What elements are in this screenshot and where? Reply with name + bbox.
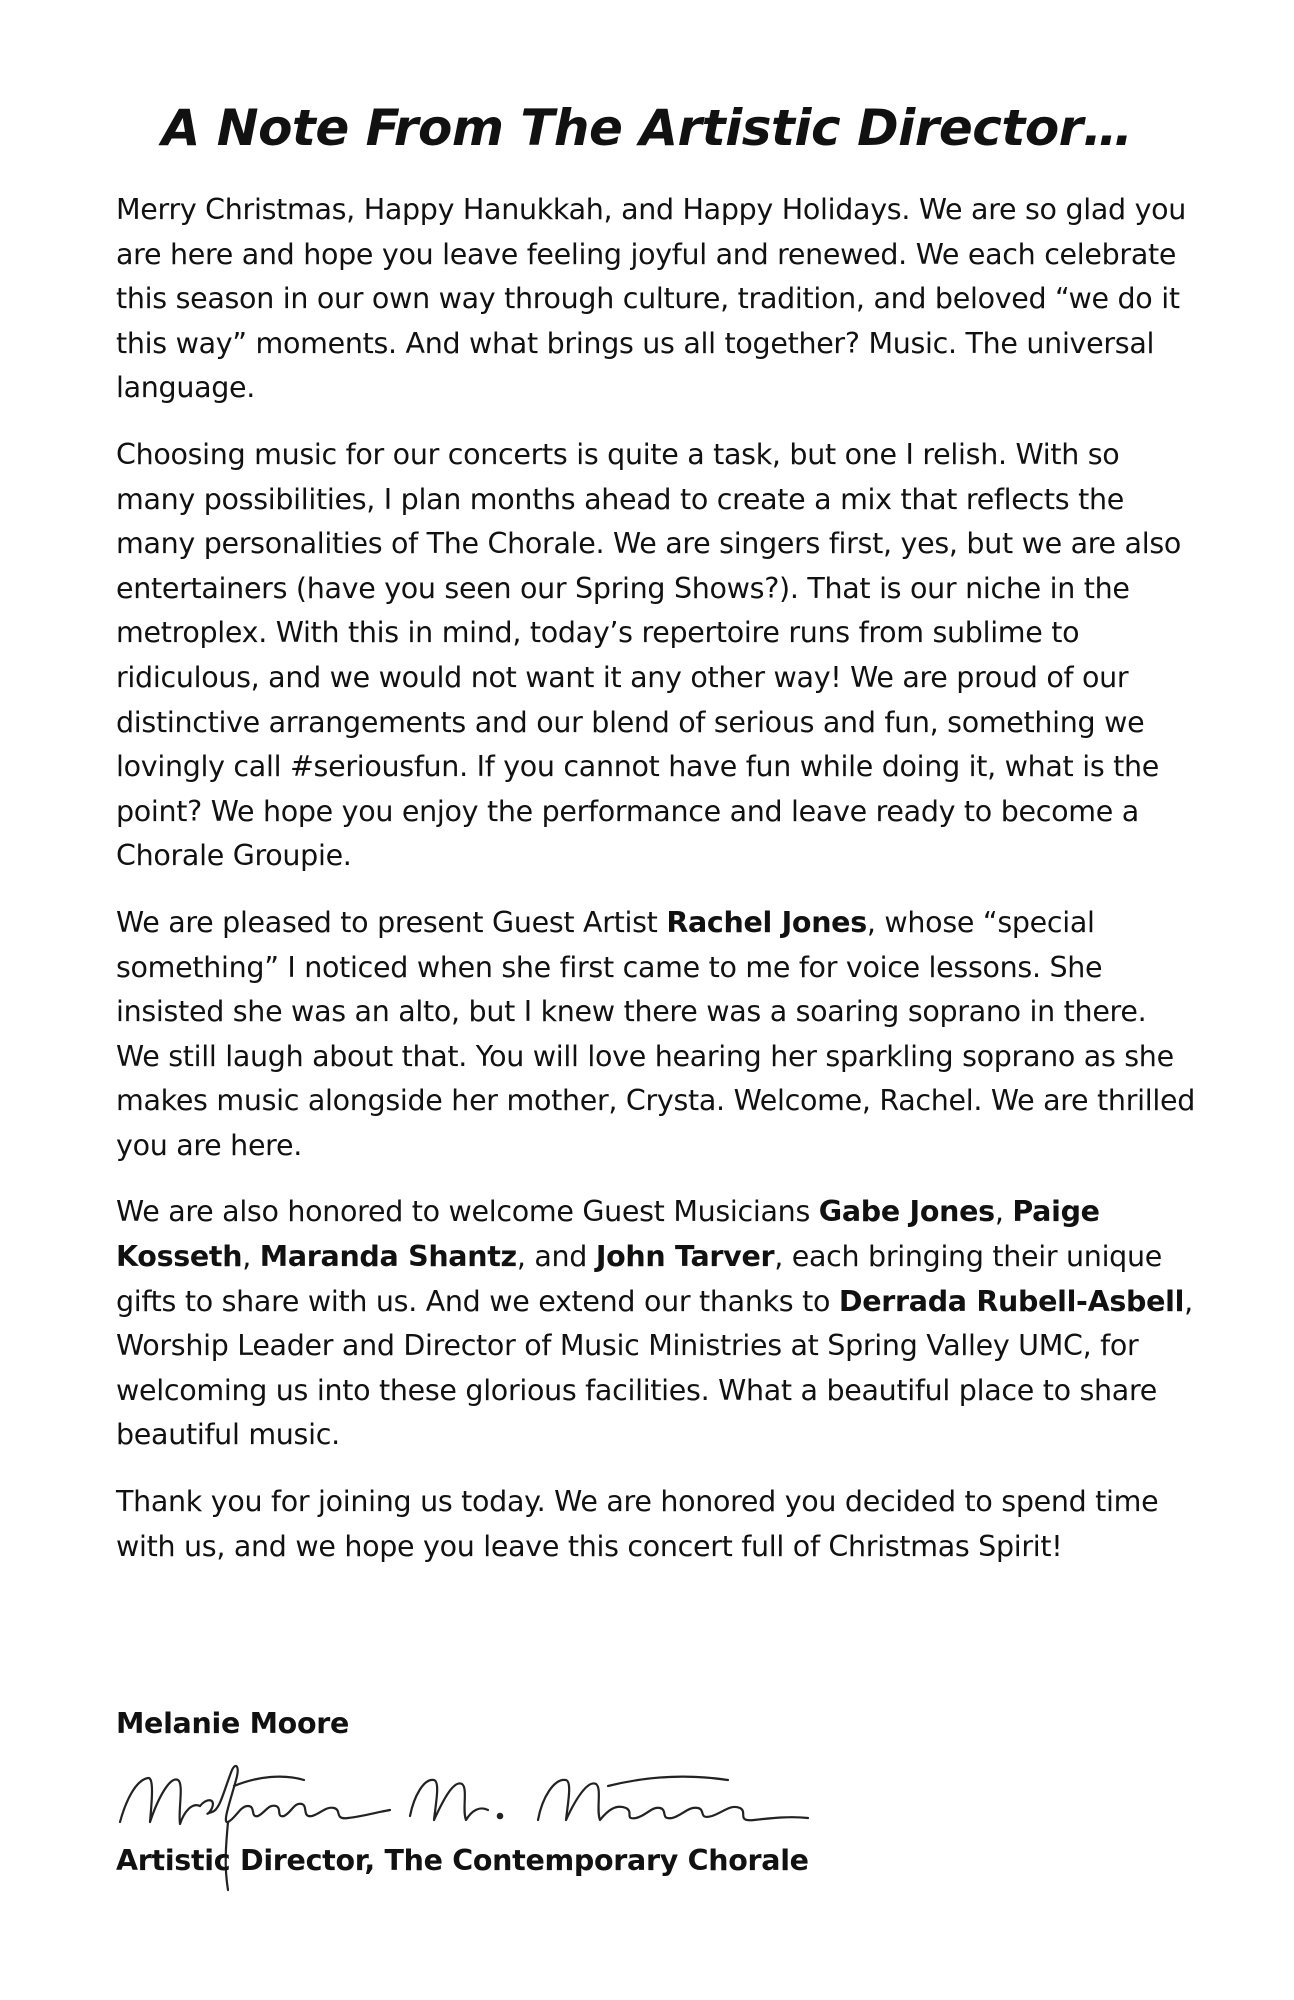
text-span: , Worship Leader and Director of Music Ministries at Spring Valley UMC, for welcoming us into these glorious facilities. What a beautiful place to share beautiful music.: [116, 1284, 1193, 1452]
text-span: We are also honored to welcome Guest Musicians: [116, 1195, 819, 1229]
letter-body: [116, 188, 1196, 1591]
worship-leader-name: Derrada Rubell-Asbell: [838, 1284, 1185, 1318]
paragraph-guest-artist: [116, 901, 1196, 1169]
guest-musician-name: Maranda Shantz: [259, 1240, 517, 1274]
guest-musician-name: Gabe Jones: [818, 1195, 995, 1229]
paragraph-thanks: Thank you for joining us today. We are honored you decided to spend time with us, and we hope you leave this concert full of Christmas Spirit!: [116, 1485, 1159, 1563]
guest-artist-name: Rachel Jones: [666, 905, 867, 939]
paragraph-guest-musicians: [116, 1190, 1196, 1458]
paragraph-music-selection: Choosing music for our concerts is quite a task, but one I relish. With so many possibilities, I plan months ahead to create a mix that reflects the many personalities of The Chorale. We are singers first, yes, but we are also entertainers (have you seen our Spring Shows?). That is our niche in the metroplex. With this in mind, today’s repertoire runs from sublime to ridiculous, and we would not want it any other way! We are proud of our distinctive arrangements and our blend of serious and fun, something we lovingly call #seriousfun. If you cannot have fun while doing it, what is the point? We hope you enjoy the performance and leave ready to become a Chorale Groupie.: [116, 437, 1182, 873]
text-span: We are pleased to present Guest Artist: [116, 905, 667, 939]
text-span: ,: [994, 1195, 1013, 1229]
text-span: , each bringing their unique gifts to share with us. And we extend our thanks to: [116, 1240, 1162, 1318]
text-span: , whose “special something” I noticed when she first came to me for voice lessons. She insisted she was an alto, but I knew there was a soaring soprano in there. We still laugh about that. You will love hearing her sparkling soprano as she makes music alongside her mother, Crysta. Welcome, Rachel. We are thrilled you are here.: [116, 905, 1195, 1162]
text-span: , and: [516, 1240, 596, 1274]
signer-title: Artistic Director, The Contemporary Chorale: [116, 1844, 809, 1877]
guest-musician-name: Paige Kosseth: [116, 1195, 1100, 1274]
page-title: A Note From The Artistic Director…: [161, 99, 1133, 157]
paragraph-greeting: Merry Christmas, Happy Hanukkah, and Happy Holidays. We are so glad you are here and hope you leave feeling joyful and renewed. We each celebrate this season in our own way through culture, tradition, and beloved “we do it this way” moments. And what brings us all together? Music. The universal language.: [116, 193, 1187, 405]
guest-musician-name: John Tarver: [595, 1240, 775, 1274]
text-span: ,: [242, 1240, 260, 1274]
signer-name: Melanie Moore: [116, 1707, 350, 1740]
